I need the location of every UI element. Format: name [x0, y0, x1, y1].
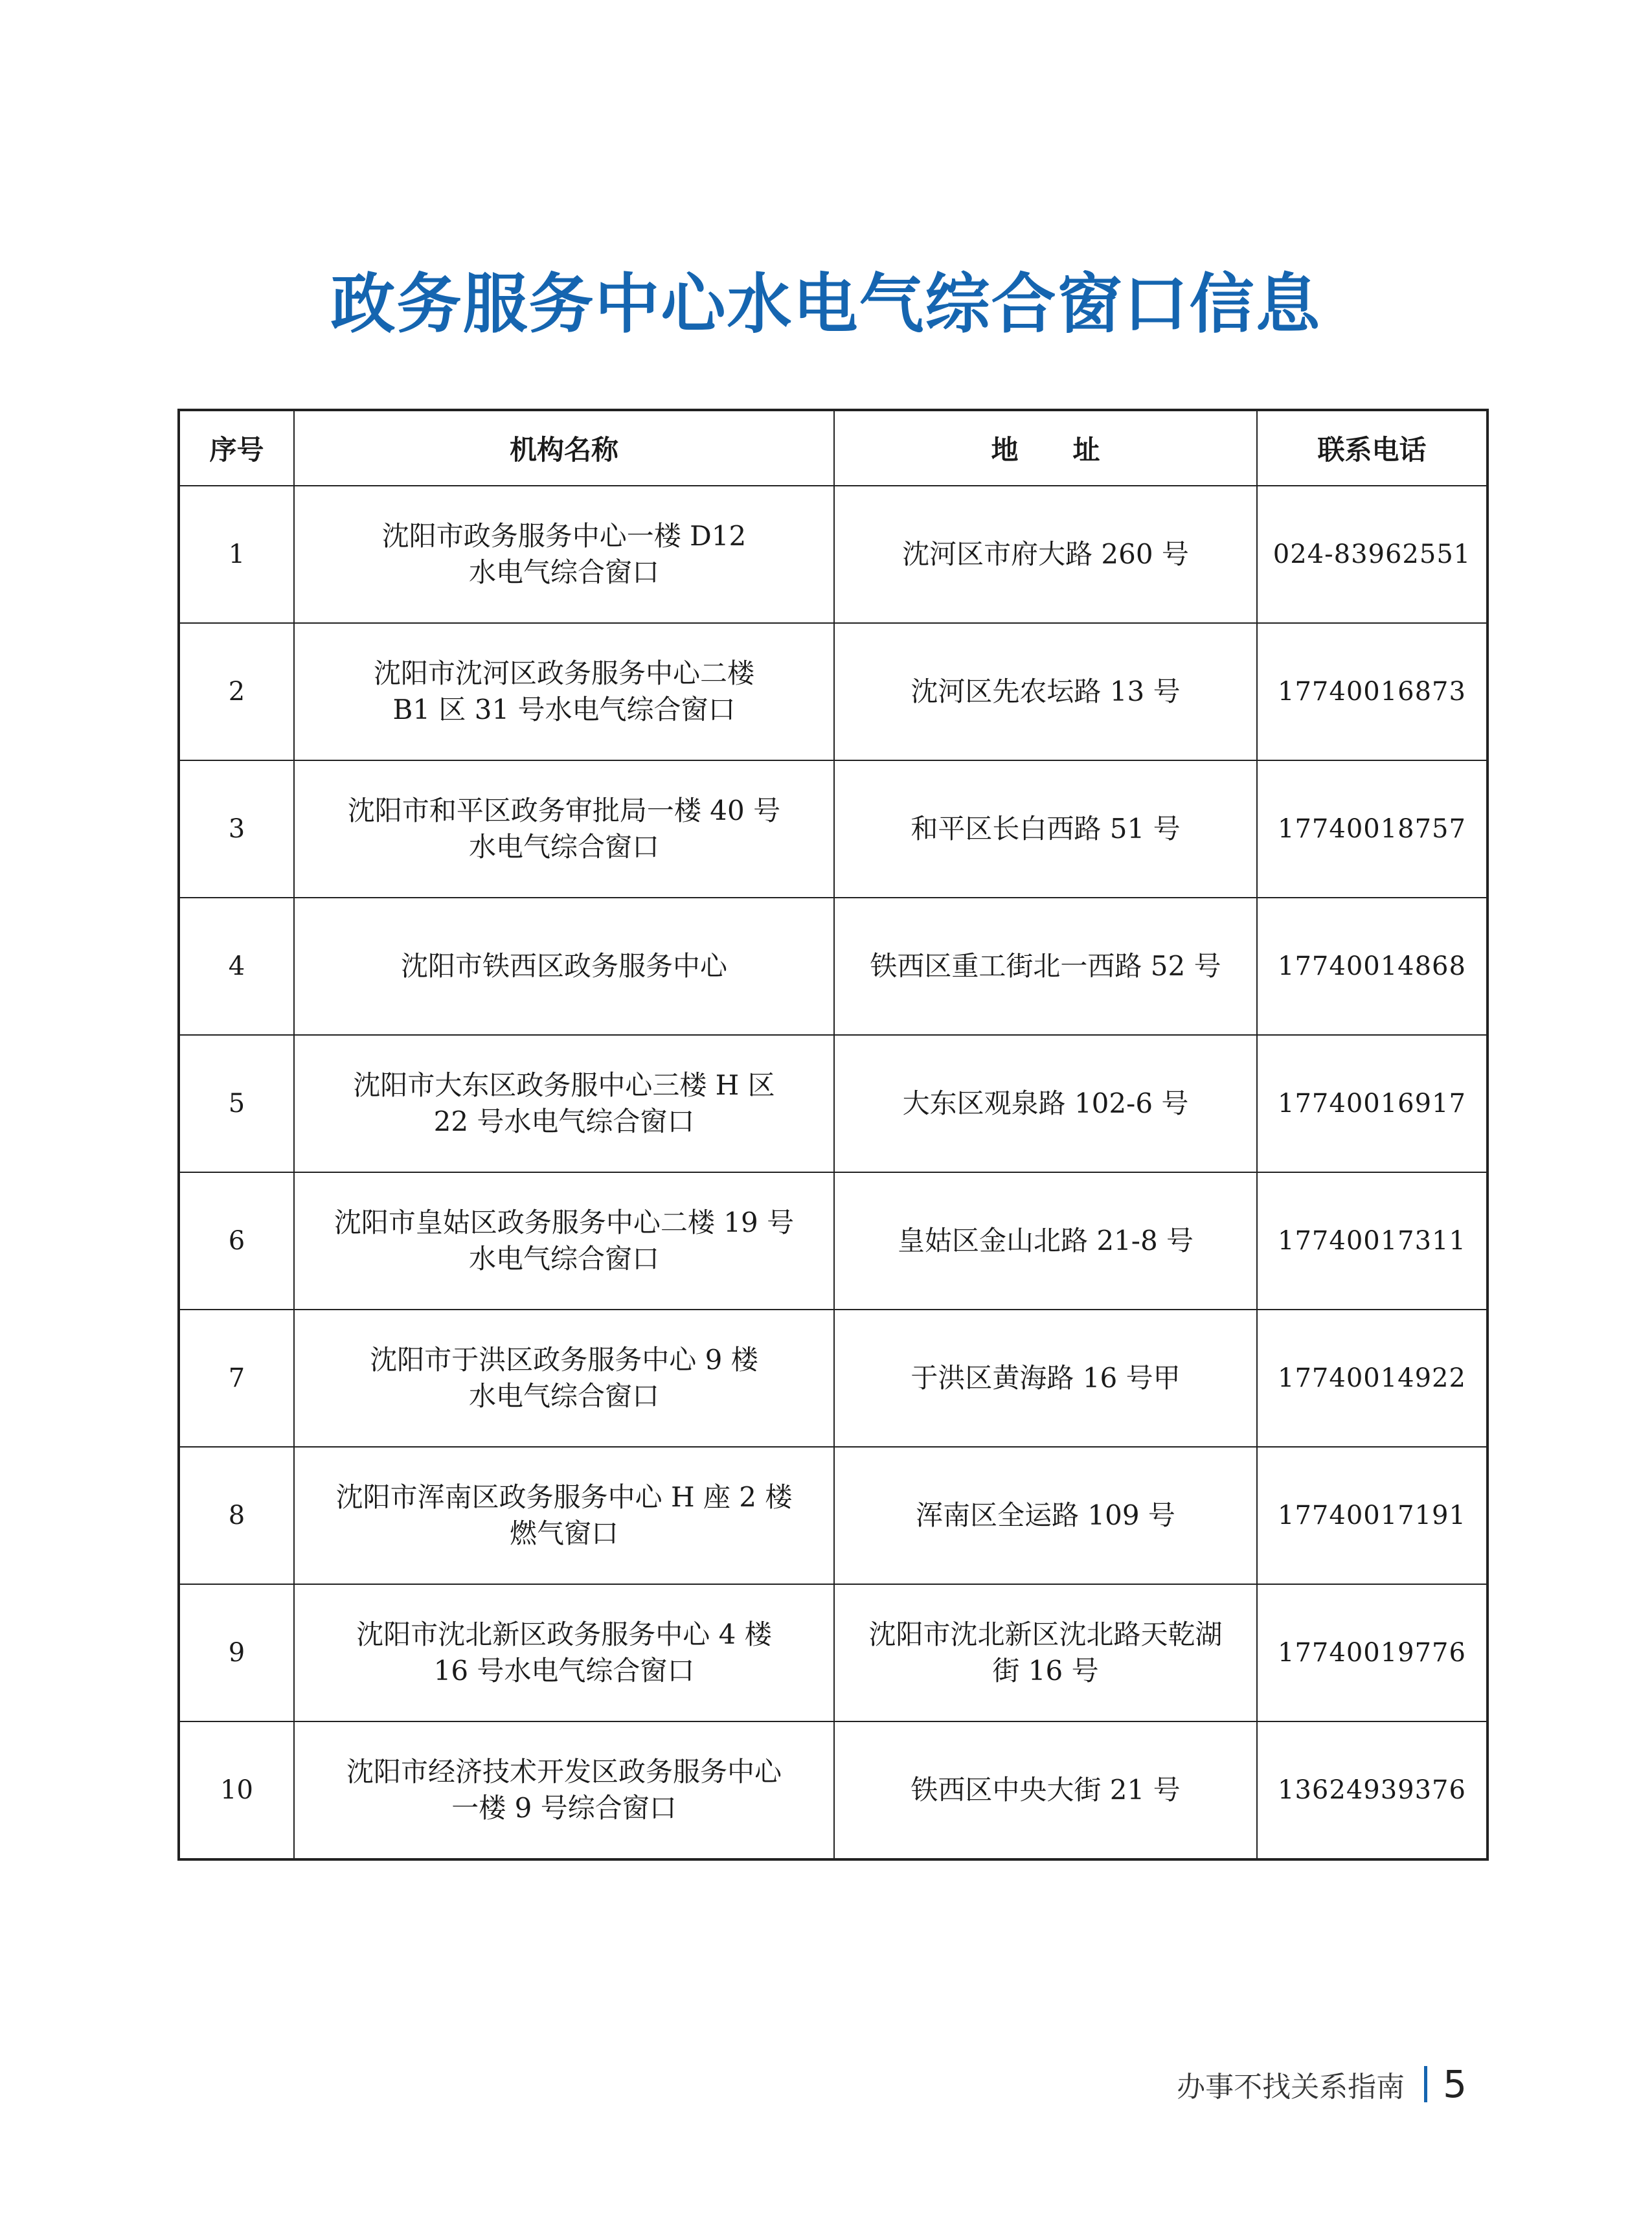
- org-name-line: 沈阳市沈北新区政务服务中心 4 楼: [356, 1618, 772, 1650]
- org-name-line: 沈阳市于洪区政务服务中心 9 楼: [370, 1344, 758, 1376]
- address-line: 街 16 号: [992, 1655, 1099, 1687]
- org-name-line: 沈阳市政务服务中心一楼 D12: [381, 520, 747, 552]
- table-header-row: [179, 410, 1488, 486]
- page-title: 政务服务中心水电气综合窗口信息: [330, 266, 1322, 342]
- cell-org-name: [294, 1721, 834, 1859]
- cell-address: [834, 1035, 1257, 1172]
- org-name-line: 沈阳市大东区政务服中心三楼 H 区: [353, 1069, 775, 1101]
- table-row: [179, 486, 1488, 623]
- cell-phone: 17740014868: [1257, 898, 1488, 1035]
- org-name-line: 沈阳市铁西区政务服务中心: [400, 950, 727, 982]
- cell-index: 1: [179, 486, 294, 623]
- cell-index: 5: [179, 1035, 294, 1172]
- org-name-line: B1 区 31 号水电气综合窗口: [392, 694, 736, 725]
- cell-address: [834, 1447, 1257, 1584]
- cell-org-name: [294, 1310, 834, 1447]
- org-name-line: 沈阳市和平区政务审批局一楼 40 号: [347, 795, 781, 826]
- address-line: 铁西区重工街北一西路 52 号: [870, 950, 1221, 982]
- cell-address: [834, 486, 1257, 623]
- address-line: 沈河区先农坛路 13 号: [911, 676, 1181, 707]
- cell-index: 10: [179, 1721, 294, 1859]
- cell-phone: 17740019776: [1257, 1584, 1488, 1721]
- cell-phone: 17740016917: [1257, 1035, 1488, 1172]
- address-line: 沈河区市府大路 260 号: [902, 538, 1189, 570]
- table-row: [179, 1584, 1488, 1721]
- header-address: 地 址: [834, 410, 1257, 486]
- org-name-line: 沈阳市沈河区政务服务中心二楼: [373, 657, 754, 689]
- cell-address: [834, 623, 1257, 760]
- cell-org-name: [294, 1172, 834, 1310]
- header-index: 序号: [179, 410, 294, 486]
- cell-org-name: [294, 1035, 834, 1172]
- address-line: 于洪区黄海路 16 号甲: [911, 1362, 1181, 1394]
- header-phone: 联系电话: [1257, 410, 1488, 486]
- org-name-line: 22 号水电气综合窗口: [433, 1106, 695, 1137]
- cell-address: [834, 1172, 1257, 1310]
- cell-address: [834, 1721, 1257, 1859]
- cell-phone: 17740016873: [1257, 623, 1488, 760]
- cell-index: 3: [179, 760, 294, 898]
- address-line: 浑南区全运路 109 号: [916, 1499, 1175, 1531]
- cell-index: 2: [179, 623, 294, 760]
- org-name-line: 沈阳市经济技术开发区政务服务中心: [346, 1756, 782, 1788]
- address-line: 沈阳市沈北新区沈北路天乾湖: [868, 1618, 1223, 1650]
- cell-org-name: [294, 1584, 834, 1721]
- cell-org-name: [294, 486, 834, 623]
- cell-address: [834, 898, 1257, 1035]
- table-body: [179, 486, 1488, 1859]
- cell-index: 7: [179, 1310, 294, 1447]
- org-name-line: 水电气综合窗口: [468, 556, 659, 588]
- cell-org-name: [294, 623, 834, 760]
- org-name-line: 一楼 9 号综合窗口: [451, 1792, 677, 1824]
- org-name-line: 燃气窗口: [509, 1517, 618, 1549]
- table-row: [179, 1721, 1488, 1859]
- cell-phone: 024-83962551: [1257, 486, 1488, 623]
- org-name-line: 16 号水电气综合窗口: [433, 1655, 695, 1687]
- cell-phone: 17740017191: [1257, 1447, 1488, 1584]
- cell-phone: 17740017311: [1257, 1172, 1488, 1310]
- cell-index: 9: [179, 1584, 294, 1721]
- footer-divider: [1424, 2066, 1427, 2102]
- address-line: 和平区长白西路 51 号: [911, 813, 1181, 845]
- address-line: 皇姑区金山北路 21-8 号: [897, 1225, 1194, 1256]
- cell-phone: 13624939376: [1257, 1721, 1488, 1859]
- cell-index: 4: [179, 898, 294, 1035]
- table-row: [179, 1447, 1488, 1584]
- cell-phone: 17740014922: [1257, 1310, 1488, 1447]
- cell-org-name: [294, 898, 834, 1035]
- org-name-line: 水电气综合窗口: [468, 1243, 659, 1275]
- cell-address: [834, 760, 1257, 898]
- page-number: 5: [1443, 2062, 1467, 2106]
- table-row: [179, 1035, 1488, 1172]
- cell-address: [834, 1584, 1257, 1721]
- address-line: 铁西区中央大街 21 号: [911, 1774, 1181, 1806]
- table-row: [179, 623, 1488, 760]
- cell-phone: 17740018757: [1257, 760, 1488, 898]
- address-line: 大东区观泉路 102-6 号: [902, 1087, 1189, 1119]
- table-row: [179, 760, 1488, 898]
- table-row: [179, 1172, 1488, 1310]
- cell-org-name: [294, 760, 834, 898]
- org-name-line: 沈阳市皇姑区政务服务中心二楼 19 号: [334, 1207, 795, 1238]
- table-row: [179, 1310, 1488, 1447]
- cell-index: 8: [179, 1447, 294, 1584]
- info-table: [177, 409, 1489, 1861]
- org-name-line: 水电气综合窗口: [468, 831, 659, 863]
- org-name-line: 水电气综合窗口: [468, 1380, 659, 1412]
- cell-address: [834, 1310, 1257, 1447]
- footer: [1177, 2061, 1467, 2107]
- cell-org-name: [294, 1447, 834, 1584]
- footer-guide-title: 办事不找关系指南: [1177, 2071, 1405, 2104]
- org-name-line: 沈阳市浑南区政务服务中心 H 座 2 楼: [335, 1481, 793, 1513]
- header-org-name: 机构名称: [294, 410, 834, 486]
- cell-index: 6: [179, 1172, 294, 1310]
- table-row: [179, 898, 1488, 1035]
